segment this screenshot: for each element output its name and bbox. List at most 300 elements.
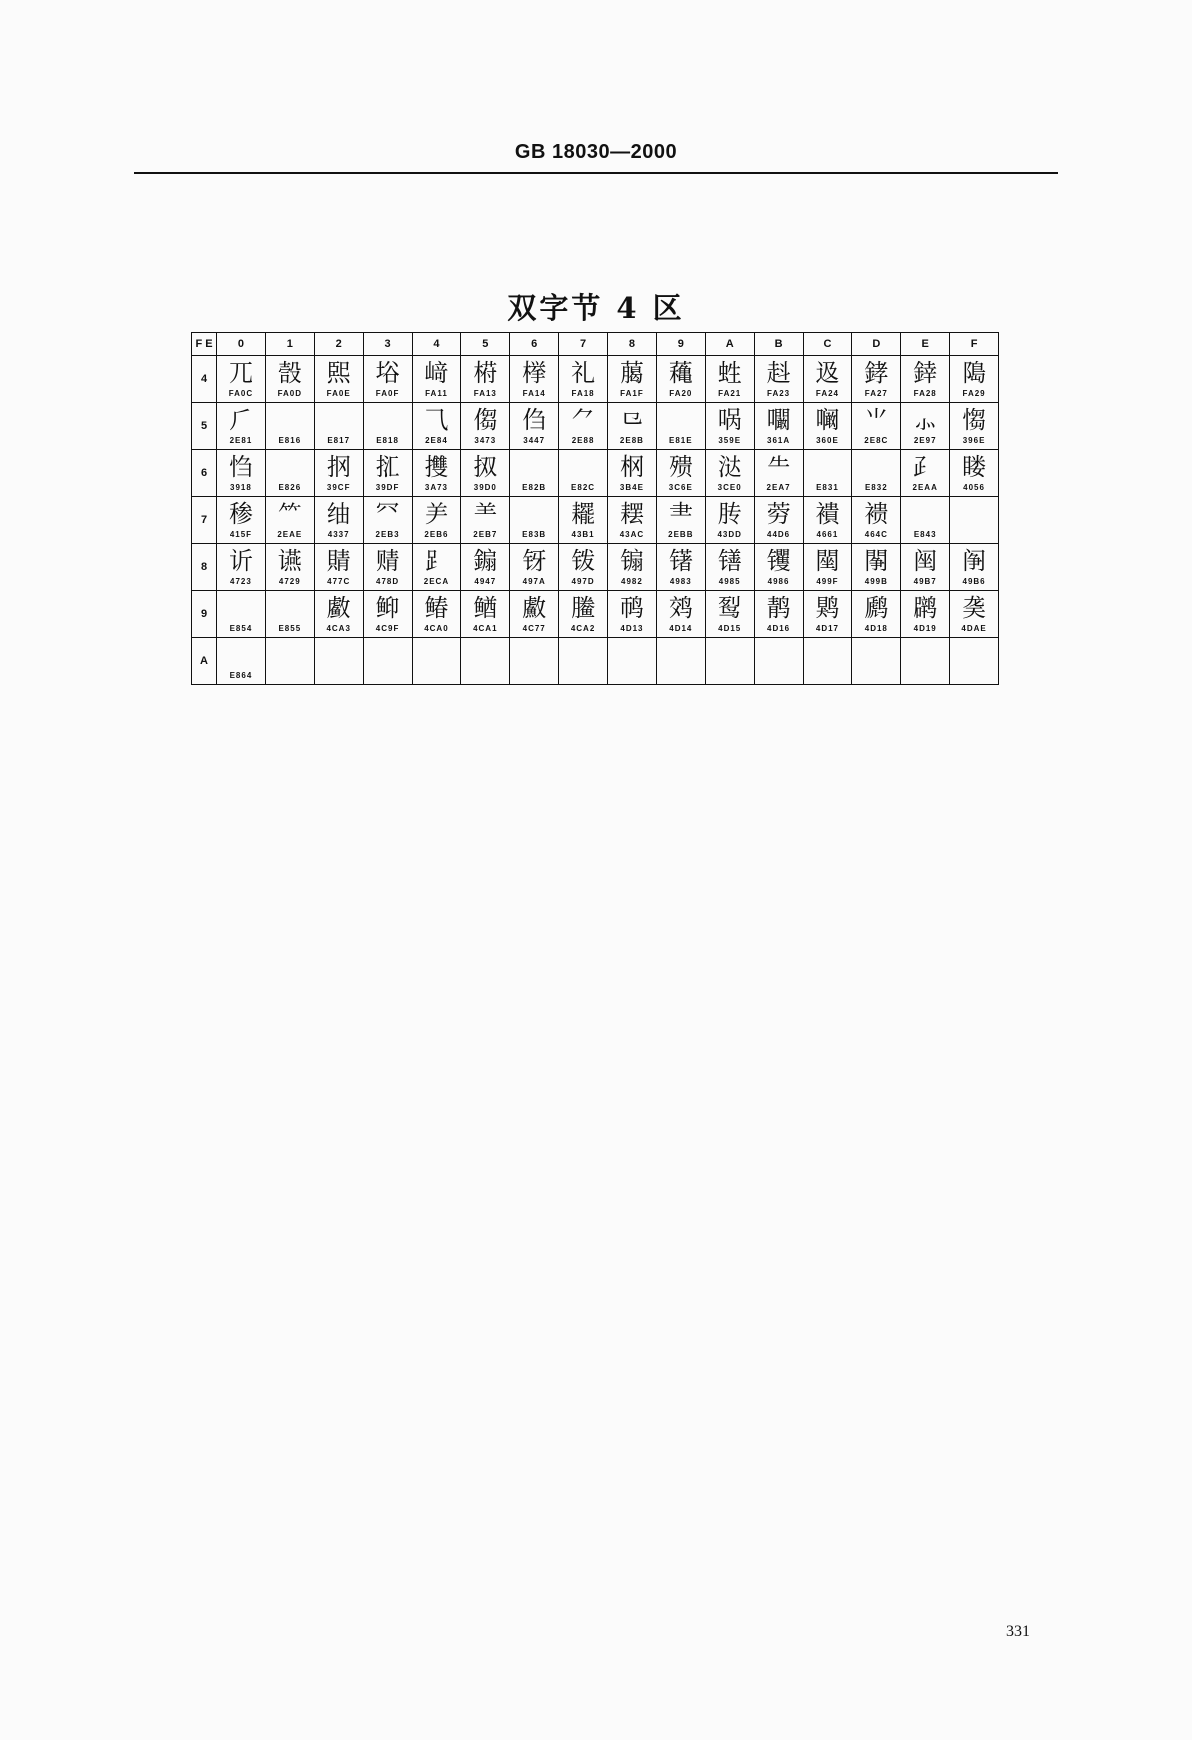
code-cell — [265, 638, 314, 685]
character-code: FA11 — [425, 389, 448, 398]
code-cell — [901, 403, 950, 450]
code-cell — [559, 497, 608, 544]
character-glyph — [804, 452, 852, 482]
character-glyph: 㖞 — [717, 406, 742, 434]
code-cell — [754, 591, 803, 638]
character-code: E82B — [522, 483, 547, 492]
character-glyph — [657, 405, 705, 435]
character-code: 4C9F — [375, 624, 400, 633]
code-cell — [705, 638, 754, 685]
character-code: 4661 — [816, 530, 839, 539]
character-glyph: 䶮 — [962, 594, 987, 622]
code-cell — [363, 403, 412, 450]
character-glyph: ⺋ — [619, 406, 644, 434]
character-glyph — [461, 640, 509, 670]
character-glyph: 㭎 — [619, 453, 644, 481]
character-glyph — [266, 640, 314, 670]
character-glyph — [413, 640, 461, 670]
code-cell — [705, 356, 754, 403]
code-cell — [754, 403, 803, 450]
code-cell — [950, 450, 999, 497]
character-code: E826 — [278, 483, 302, 492]
character-glyph: 﨔 — [522, 359, 547, 387]
character-glyph: 㳠 — [717, 453, 742, 481]
character-glyph: 䴖 — [766, 594, 791, 622]
character-glyph: 﨓 — [473, 359, 498, 387]
character-glyph: ⺳ — [375, 500, 400, 528]
character-code: 497D — [571, 577, 595, 586]
code-cell — [510, 450, 559, 497]
character-glyph — [901, 499, 949, 529]
character-glyph: 﨟 — [619, 359, 644, 387]
character-glyph — [510, 452, 558, 482]
character-glyph: 䦷 — [913, 547, 938, 575]
code-table-body — [192, 356, 999, 685]
row-header: 6 — [192, 450, 217, 497]
code-cell — [950, 497, 999, 544]
code-cell — [314, 450, 363, 497]
code-cell — [950, 591, 999, 638]
column-header: 7 — [559, 333, 608, 356]
character-code: 43DD — [717, 530, 742, 539]
character-glyph: 㥮 — [962, 406, 987, 434]
character-code: FA0C — [228, 389, 254, 398]
character-code: 3CE0 — [717, 483, 742, 492]
character-glyph: 䎱 — [571, 500, 596, 528]
code-cell — [217, 591, 266, 638]
character-glyph: 䴕 — [717, 594, 742, 622]
character-code: 2ECA — [423, 577, 450, 586]
column-header: 1 — [265, 333, 314, 356]
code-cell — [950, 544, 999, 591]
code-cell — [559, 450, 608, 497]
table-row — [192, 544, 999, 591]
code-cell — [608, 356, 657, 403]
character-glyph: 䲣 — [326, 594, 351, 622]
code-cell — [559, 403, 608, 450]
character-glyph: 𤋮 — [326, 359, 351, 387]
table-row — [192, 497, 999, 544]
table-row — [192, 638, 999, 685]
character-code: 3918 — [230, 483, 252, 492]
code-cell — [852, 497, 901, 544]
character-glyph — [901, 640, 949, 670]
column-header: 6 — [510, 333, 559, 356]
character-glyph: 䴓 — [619, 594, 644, 622]
code-cell — [314, 356, 363, 403]
character-code: E818 — [376, 436, 399, 445]
character-glyph: 﨣 — [766, 359, 791, 387]
character-glyph: ⺁ — [228, 406, 253, 434]
code-cell — [754, 450, 803, 497]
character-code: E855 — [278, 624, 302, 633]
code-cell — [950, 638, 999, 685]
code-cell — [950, 403, 999, 450]
character-glyph — [950, 499, 998, 529]
code-cell — [608, 591, 657, 638]
character-glyph: 䦟 — [815, 547, 840, 575]
code-cell — [852, 403, 901, 450]
code-cell — [412, 403, 461, 450]
character-glyph: 䙡 — [815, 500, 840, 528]
code-cell — [852, 356, 901, 403]
character-glyph — [510, 640, 558, 670]
character-glyph: 㑳 — [473, 406, 498, 434]
code-cell — [803, 497, 852, 544]
character-glyph — [510, 499, 558, 529]
character-code: FA0E — [326, 389, 351, 398]
character-code: 499F — [816, 577, 839, 586]
code-cell — [217, 450, 266, 497]
character-code: 3447 — [523, 436, 546, 445]
character-glyph: 䱷 — [522, 594, 547, 622]
code-cell — [265, 356, 314, 403]
character-code: 2E8C — [864, 436, 889, 445]
character-glyph: ⺷ — [473, 500, 498, 528]
column-header: D — [852, 333, 901, 356]
code-cell — [705, 450, 754, 497]
character-glyph: 䥽 — [571, 547, 596, 575]
code-cell — [363, 450, 412, 497]
column-header: B — [754, 333, 803, 356]
character-code: 360E — [816, 436, 839, 445]
character-glyph: 嗀 — [277, 359, 302, 387]
code-cell — [608, 403, 657, 450]
character-code: FA29 — [962, 389, 986, 398]
character-code: 4CA0 — [424, 624, 449, 633]
character-glyph: 䞍 — [375, 547, 400, 575]
code-cell — [656, 356, 705, 403]
character-code: 2E88 — [571, 436, 595, 445]
column-header: 8 — [608, 333, 657, 356]
code-cell — [901, 544, 950, 591]
character-code: E864 — [229, 671, 253, 680]
character-code: FA20 — [669, 389, 693, 398]
character-code: 2E97 — [913, 436, 937, 445]
character-code: FA24 — [815, 389, 839, 398]
character-glyph: 䲡 — [473, 594, 498, 622]
character-glyph — [266, 405, 314, 435]
character-code: 4D15 — [718, 624, 742, 633]
code-cell — [265, 591, 314, 638]
code-cell — [314, 591, 363, 638]
character-code: 4DAE — [961, 624, 987, 633]
character-glyph — [657, 640, 705, 670]
page-number: 331 — [1006, 1623, 1030, 1640]
code-cell — [510, 497, 559, 544]
character-glyph — [559, 452, 607, 482]
character-glyph: ⺈ — [571, 406, 596, 434]
character-glyph: 䦛 — [864, 547, 889, 575]
character-glyph: 䴔 — [668, 594, 693, 622]
character-code: 2E81 — [229, 436, 253, 445]
character-glyph — [852, 452, 900, 482]
row-header: 7 — [192, 497, 217, 544]
code-cell — [901, 591, 950, 638]
character-glyph — [364, 405, 412, 435]
character-glyph: ⺻ — [668, 500, 693, 528]
column-header: 2 — [314, 333, 363, 356]
character-code: 4D18 — [864, 624, 888, 633]
character-code: 4985 — [718, 577, 741, 586]
character-code: 3C6E — [668, 483, 693, 492]
row-header: 4 — [192, 356, 217, 403]
code-cell — [217, 497, 266, 544]
character-glyph — [315, 405, 363, 435]
character-code: 499B — [864, 577, 888, 586]
code-cell — [803, 544, 852, 591]
character-code: 4729 — [278, 577, 301, 586]
code-cell — [901, 638, 950, 685]
character-code: E817 — [327, 436, 351, 445]
character-glyph: 䌷 — [326, 500, 351, 528]
column-header: 5 — [461, 333, 510, 356]
character-glyph — [266, 593, 314, 623]
character-code: 4D13 — [620, 624, 644, 633]
table-title: 双字节 4 区 — [507, 291, 685, 325]
character-glyph — [364, 640, 412, 670]
character-glyph: 䲠 — [424, 594, 449, 622]
character-code: E831 — [816, 483, 839, 492]
code-cell — [510, 591, 559, 638]
row-header: 8 — [192, 544, 217, 591]
character-code: FA28 — [913, 389, 937, 398]
column-header: A — [705, 333, 754, 356]
character-code: FA27 — [864, 389, 888, 398]
table-row — [192, 403, 999, 450]
code-cell — [363, 591, 412, 638]
table-row — [192, 591, 999, 638]
character-code: 3B4E — [619, 483, 644, 492]
code-cell — [363, 497, 412, 544]
code-cell — [217, 403, 266, 450]
character-code: FA14 — [522, 389, 546, 398]
character-glyph: ⺮ — [277, 500, 302, 528]
character-glyph: 䦂 — [619, 547, 644, 575]
code-cell — [754, 356, 803, 403]
character-code: 4C77 — [522, 624, 546, 633]
code-cell — [950, 356, 999, 403]
character-code: FA0F — [375, 389, 400, 398]
character-glyph: ⺧ — [766, 453, 791, 481]
code-cell — [608, 544, 657, 591]
code-cell — [314, 544, 363, 591]
code-cell — [412, 356, 461, 403]
code-cell — [852, 450, 901, 497]
character-code: FA21 — [718, 389, 742, 398]
code-cell — [803, 638, 852, 685]
code-cell — [754, 638, 803, 685]
character-code: 361A — [767, 436, 791, 445]
character-code: 44D6 — [767, 530, 791, 539]
code-cell — [559, 591, 608, 638]
character-code: 2EB6 — [424, 530, 449, 539]
character-glyph: 蘒 — [668, 359, 693, 387]
code-cell — [754, 497, 803, 544]
code-cell — [901, 450, 950, 497]
character-code: 49B7 — [913, 577, 937, 586]
code-cell — [265, 497, 314, 544]
code-cell — [656, 544, 705, 591]
character-glyph: 䴙 — [913, 594, 938, 622]
code-cell — [461, 450, 510, 497]
character-glyph: ⻊ — [424, 547, 449, 575]
column-header: 0 — [217, 333, 266, 356]
character-glyph: ⺶ — [424, 500, 449, 528]
character-code: 359E — [718, 436, 742, 445]
code-cell — [363, 638, 412, 685]
code-cell — [608, 497, 657, 544]
character-code: 39CF — [326, 483, 351, 492]
code-cell — [461, 403, 510, 450]
character-glyph — [804, 640, 852, 670]
character-glyph — [706, 640, 754, 670]
code-cell — [559, 544, 608, 591]
character-code: 4D14 — [669, 624, 693, 633]
code-cell — [412, 638, 461, 685]
character-code: 39D0 — [473, 483, 497, 492]
column-header-row — [192, 333, 999, 356]
character-code: 2EBB — [668, 530, 694, 539]
character-code: 4D17 — [815, 624, 839, 633]
character-glyph: 﨧 — [864, 359, 889, 387]
character-glyph: 㑇 — [522, 406, 547, 434]
character-glyph: 礼 — [571, 359, 596, 387]
code-cell — [656, 450, 705, 497]
character-code: 4723 — [230, 577, 252, 586]
character-code: E832 — [864, 483, 888, 492]
character-code: 49B6 — [962, 577, 986, 586]
code-cell — [510, 544, 559, 591]
row-header: 5 — [192, 403, 217, 450]
character-glyph — [315, 640, 363, 670]
column-header: C — [803, 333, 852, 356]
character-glyph: 䲢 — [571, 594, 596, 622]
code-cell — [803, 450, 852, 497]
code-cell — [852, 591, 901, 638]
character-glyph: 䦆 — [766, 547, 791, 575]
code-table — [191, 332, 999, 685]
character-code: E82C — [571, 483, 596, 492]
character-glyph: 䦃 — [668, 547, 693, 575]
character-glyph: 㧐 — [473, 453, 498, 481]
character-glyph: 㩳 — [424, 453, 449, 481]
character-code: 2E8B — [619, 436, 644, 445]
character-code: FA23 — [767, 389, 791, 398]
column-header: 4 — [412, 333, 461, 356]
character-glyph — [559, 640, 607, 670]
code-cell — [608, 638, 657, 685]
column-header: F — [950, 333, 999, 356]
code-cell — [314, 403, 363, 450]
character-glyph: 﨏 — [375, 359, 400, 387]
character-code: 43B1 — [571, 530, 595, 539]
character-code: E854 — [229, 624, 253, 633]
code-cell — [852, 544, 901, 591]
character-glyph — [608, 640, 656, 670]
character-glyph: 䎬 — [619, 500, 644, 528]
row-header: 9 — [192, 591, 217, 638]
character-code: E843 — [913, 530, 937, 539]
character-glyph: 䁖 — [962, 453, 987, 481]
code-cell — [656, 403, 705, 450]
character-code: 478D — [376, 577, 400, 586]
character-glyph — [217, 593, 265, 623]
character-glyph: 䲟 — [375, 594, 400, 622]
character-glyph: 䓖 — [766, 500, 791, 528]
character-code: 4337 — [327, 530, 350, 539]
code-cell — [705, 591, 754, 638]
character-glyph: ⺌ — [864, 406, 889, 434]
character-glyph: 䴘 — [864, 594, 889, 622]
character-code: 2EAA — [912, 483, 938, 492]
character-glyph: 䜣 — [228, 547, 253, 575]
character-code: E83B — [522, 530, 547, 539]
character-glyph — [852, 640, 900, 670]
code-cell — [608, 450, 657, 497]
character-glyph: 﨨 — [913, 359, 938, 387]
code-cell — [265, 403, 314, 450]
code-cell — [705, 403, 754, 450]
character-glyph — [266, 452, 314, 482]
code-cell — [314, 497, 363, 544]
character-glyph: 㤘 — [228, 453, 253, 481]
character-glyph: 䥇 — [473, 547, 498, 575]
header-rule — [134, 172, 1058, 174]
character-glyph: 㱮 — [668, 453, 693, 481]
code-cell — [265, 544, 314, 591]
character-code: 396E — [962, 436, 986, 445]
code-cell — [656, 591, 705, 638]
character-code: 477C — [327, 577, 351, 586]
code-cell — [217, 544, 266, 591]
standard-code: GB 18030—2000 — [514, 141, 678, 163]
character-code: E816 — [278, 436, 302, 445]
code-cell — [656, 497, 705, 544]
character-code: 2EA7 — [766, 483, 791, 492]
code-cell — [412, 544, 461, 591]
column-header: 3 — [363, 333, 412, 356]
code-cell — [461, 544, 510, 591]
character-glyph: 䏝 — [717, 500, 742, 528]
code-cell — [901, 356, 950, 403]
column-header: 9 — [656, 333, 705, 356]
code-cell — [461, 356, 510, 403]
character-code: FA13 — [473, 389, 497, 398]
character-glyph — [755, 640, 803, 670]
code-cell — [705, 497, 754, 544]
code-cell — [559, 638, 608, 685]
code-cell — [656, 638, 705, 685]
character-code: 2EB3 — [375, 530, 400, 539]
character-code: 4CA1 — [473, 624, 498, 633]
character-code: 4CA3 — [326, 624, 351, 633]
code-cell — [363, 356, 412, 403]
character-code: FA1F — [620, 389, 644, 398]
code-cell — [217, 356, 266, 403]
character-glyph: 䅟 — [228, 500, 253, 528]
character-code: 4983 — [669, 577, 692, 586]
character-glyph — [217, 640, 265, 670]
code-cell — [510, 403, 559, 450]
code-cell — [217, 638, 266, 685]
character-code: 2E84 — [425, 436, 448, 445]
character-code: 415F — [229, 530, 253, 539]
character-glyph: 䥺 — [522, 547, 547, 575]
column-header: E — [901, 333, 950, 356]
character-code: FA18 — [571, 389, 595, 398]
character-code: 4982 — [621, 577, 643, 586]
